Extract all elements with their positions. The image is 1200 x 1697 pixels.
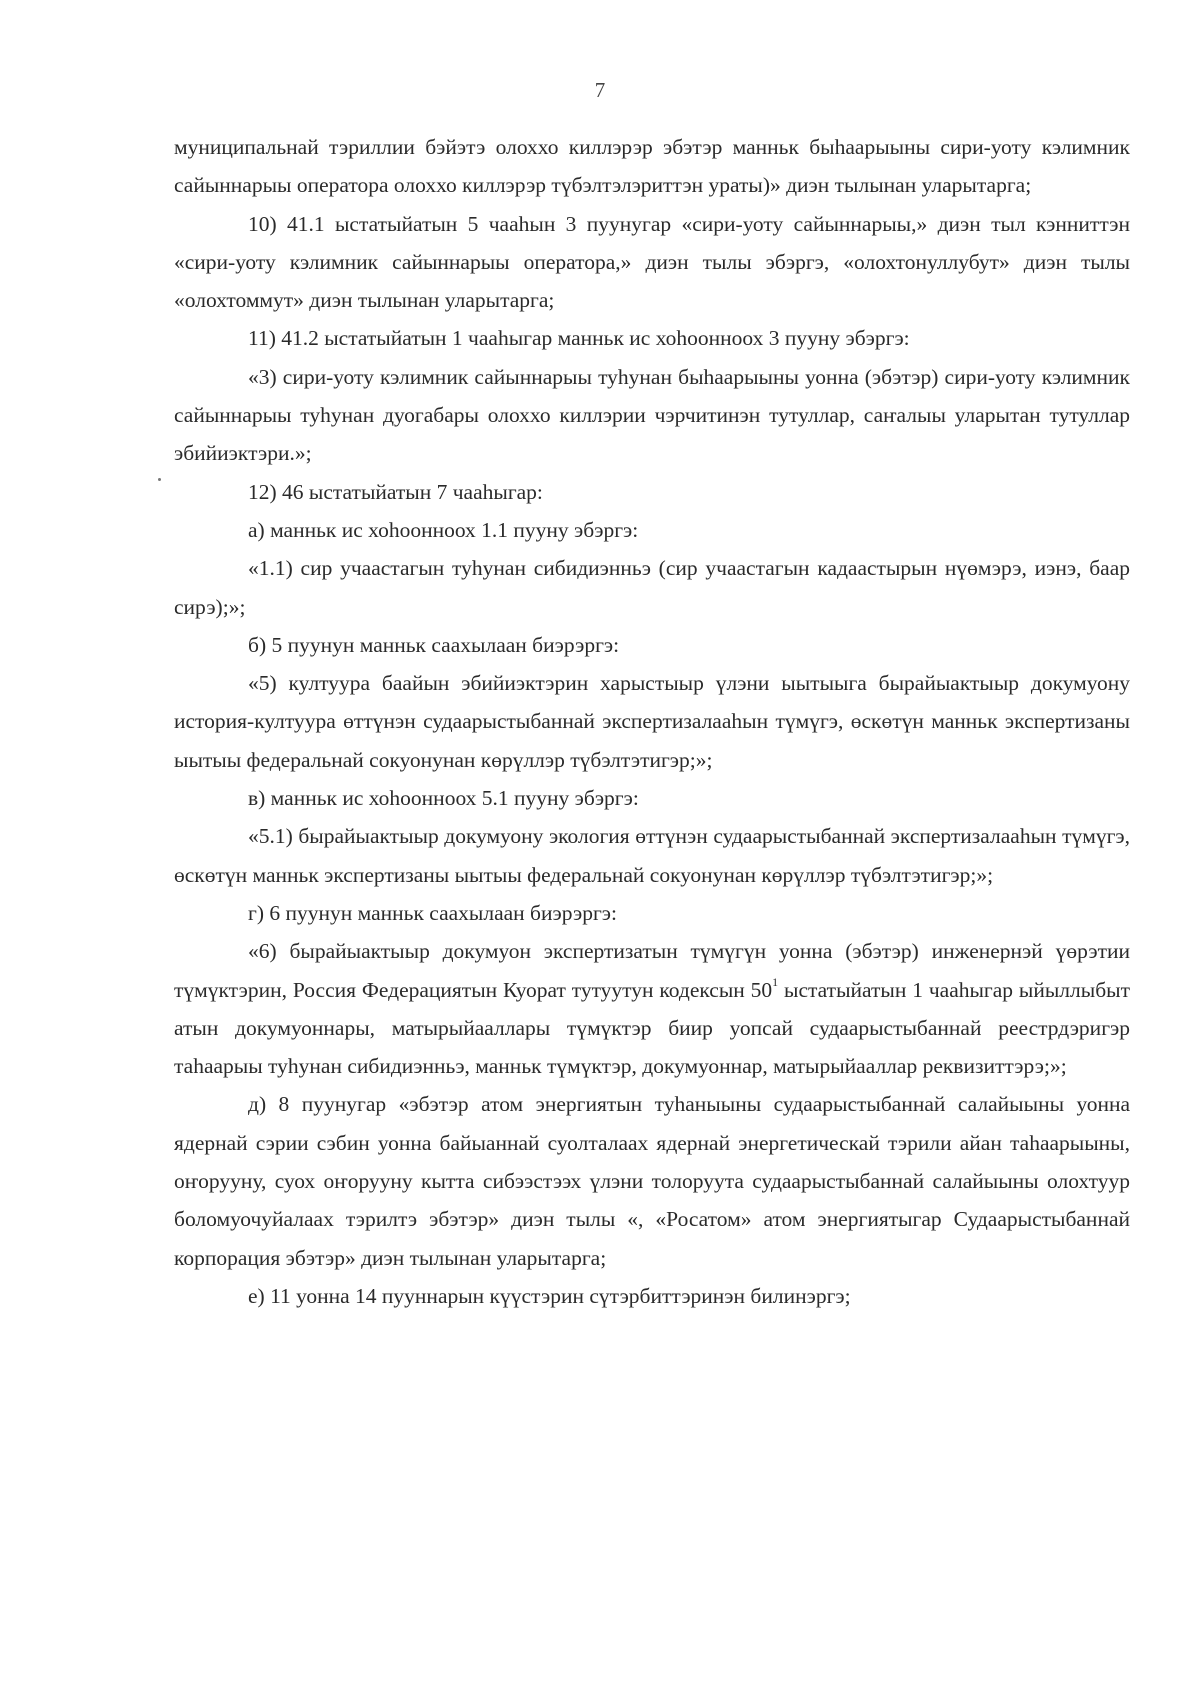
paragraph-item-10: 10) 41.1 ыстатыйатын 5 чааhын 3 пуунугар «сири-уоту сайыннарыы,» диэн тыл кэнниттэн «сири-уоту кэлимник сайыннарыы оператора,» диэн тылы эбэргэ, «олохтонуллубут» диэн тылы «олохтоммут» диэн тылынан уларытарга; xyxy=(174,211,1130,313)
paragraph-item-11: 11) 41.2 ыстатыйатын 1 чааhыгар манньк ис хоhоонноох 3 пууну эбэргэ: xyxy=(248,326,910,351)
paragraph-quote-1-1: «1.1) сир учаастагын туhунан сибидиэнньэ (сир учаастагын кадаастырын нүөмэрэ, иэнэ, баар сирэ);»; xyxy=(174,556,1130,619)
paragraph-item-12: 12) 46 ыстатыйатын 7 чааhыгар: xyxy=(248,479,543,504)
paragraph-subitem-v: в) манньк ис хоhоонноох 5.1 пууну эбэргэ: xyxy=(248,786,639,811)
paragraph-quote-5: «5) култуура баайын эбийиэктэрин харыстыыр үлэни ыытыыга бырайыактыыр докумуону история-култуура өттүнэн судаарыстыбаннай экспертизалааhын түмүгэ, өскөтүн манньк экспертизаны ыытыы федеральнай сокуонунан көрүллэр түбэлтэтигэр;»; xyxy=(174,671,1130,772)
scan-speck xyxy=(158,478,161,481)
paragraph-quote-5-1: «5.1) бырайыактыыр докумуону экология өттүнэн судаарыстыбаннай экспертизалааhын түмүгэ, өскөтүн манньк экспертизаны ыытыы федеральнай сокуонунан көрүллэр түбэлтэтигэр;»; xyxy=(174,824,1130,887)
document-body xyxy=(174,128,1130,1315)
paragraph-subitem-a: а) манньк ис хоhоонноох 1.1 пууну эбэргэ: xyxy=(248,517,639,542)
paragraph-quote-6: «6) бырайыактыыр докумуон экспертизатын түмүгүн уонна (эбэтэр) инженернэй үөрэтии түмүктэрин, Россия Федерациятын Куорат тутуутун кодексын $50^1$ ыстатыйатын 1 чааhыгар ыйыллыбыт атын докумуоннары, матырыйааллары түмүктэр биир уопсай судаарыстыбаннай реестрдэригэр таhаарыы туhунан сибидиэнньэ, манньк түмүктэр, докумуоннар, матырыйааллар реквизиттэрэ;»; xyxy=(174,939,1130,1079)
paragraph-quote-3: «3) сири-уоту кэлимник сайыннарыы туhунан быhаарыыны уонна (эбэтэр) сири-уоту кэлимник сайыннарыы туhунан дуогабары олоххо киллэрии чэрчитинэн тутуллар, саҥалыы уларытан тутуллар эбийиэктэри.»; xyxy=(174,364,1130,466)
page-number: 7 xyxy=(594,78,606,102)
paragraph-subitem-b: б) 5 пуунун манньк саахылаан биэрэргэ: xyxy=(248,632,620,657)
paragraph-subitem-d: д) 8 пуунугар «эбэтэр атом энергиятын туhаныыны судаарыстыбаннай салайыыны уонна ядернай сэрии сэбин уонна байыаннай суолталаах ядернай энергетическай тэрили айан таhаарыыны, оҥорууну, суох оҥорууну кытта сибээстээх үлэни толоруута судаарыстыбаннай салайыыны олохтуур боломуочуйалаах тэрилтэ эбэтэр» диэн тылы «, «Росатом» атом энергиятыгар Судаарыстыбаннай корпорация эбэтэр» диэн тылынан уларытарга; xyxy=(174,1092,1130,1270)
paragraph-continuation: муниципальнай тэриллии бэйэтэ олоххо киллэрэр эбэтэр манньк быhаарыыны сири-уоту кэлимник сайыннарыы оператора олоххо киллэрэр түбэлтэлэриттэн ураты)» диэн тылынан уларытарга; xyxy=(174,135,1130,198)
paragraph-subitem-g: г) 6 пуунун манньк саахылаан биэрэргэ: xyxy=(248,900,617,925)
superscript-one: 1 xyxy=(772,975,779,990)
paragraph-subitem-e: е) 11 уонна 14 пууннарын күүстэрин сүтэрбиттэринэн билинэргэ; xyxy=(248,1283,851,1308)
